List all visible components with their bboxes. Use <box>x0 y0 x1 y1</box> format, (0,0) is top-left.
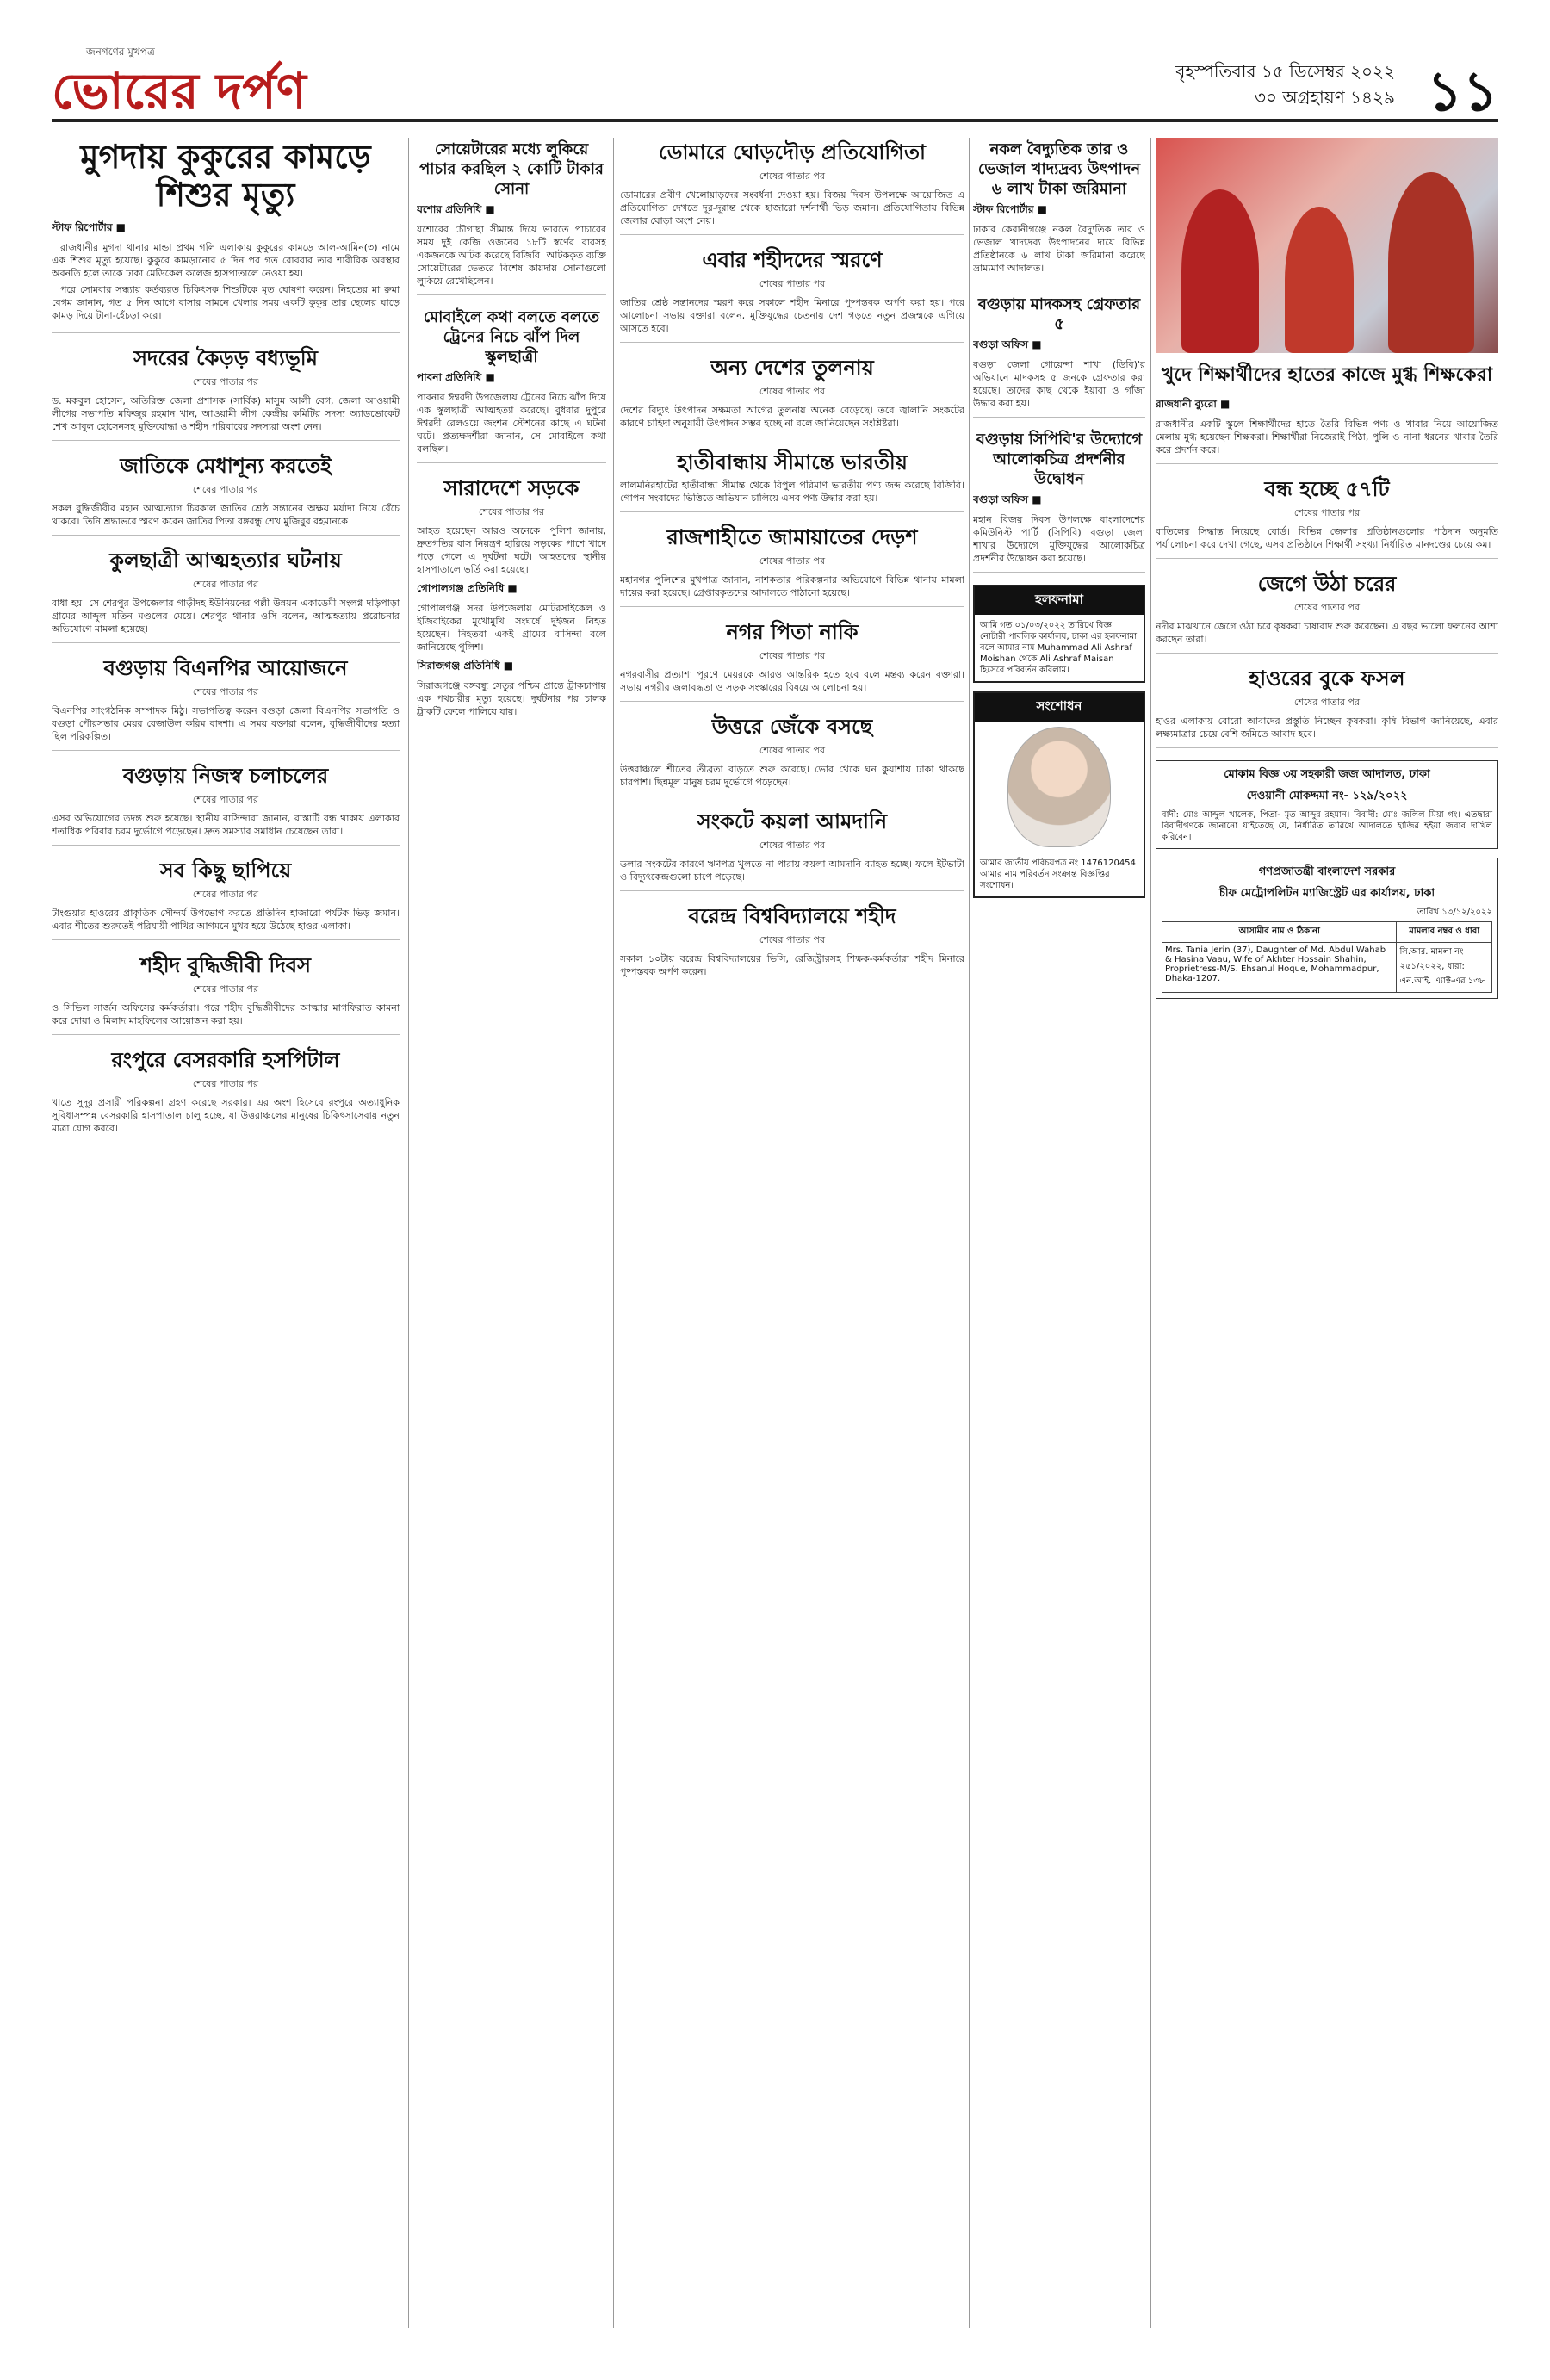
story <box>52 345 400 441</box>
story <box>973 139 1145 282</box>
story-headline: জাতিকে মেধাশূন্য করতেই <box>120 453 332 478</box>
story-body: ঢাকার কেরানীগঞ্জে নকল বৈদ্যুতিক তার ও ভেজাল খাদ্যদ্রব্য উৎপাদনের দায়ে বিভিন্ন প্রতিষ্ঠানকে ৬ লাখ টাকা জরিমানা করেছে ভ্রাম্যমাণ আদালত। <box>973 224 1145 274</box>
notice-title: মোকাম বিজ্ঞ ৩য় সহকারী জজ আদালত, ঢাকা <box>1224 768 1430 781</box>
date-en: বৃহস্পতিবার ১৫ ডিসেম্বর ২০২২ <box>1175 61 1395 82</box>
story-body: ড. মকবুল হোসেন, অতিরিক্ত জেলা প্রশাসক (সার্বিক) মাসুম আলী বেগ, জেলা আওয়ামী লীগের সভাপতি মফিজুর রহমান খান, আওয়ামী লীগ কেন্দ্রীয় কমিটির সদস্য অ্যাডভোকেট শেখ আবুল হোসেনসহ মুক্তিযোদ্ধা ও শহীদ পরিবারের সদস্যরা অংশ নেন। <box>52 395 400 432</box>
story <box>1156 476 1498 559</box>
correction-title: সংশোধন <box>975 693 1144 722</box>
masthead <box>52 46 1498 124</box>
table-header: আসামীর নাম ও ঠিকানা <box>1162 922 1397 943</box>
notice-table <box>1162 921 1492 993</box>
column-rule <box>969 138 970 2328</box>
story-headline: বগুড়ায় মাদকসহ গ্রেফতার ৫ <box>977 295 1141 333</box>
story <box>52 952 400 1035</box>
continued-label: শেষের পাতার পর <box>759 745 826 756</box>
story-body: ডলার সংকটের কারণে ঋণপত্র খুলতে না পারায় কয়লা আমদানি ব্যাহত হচ্ছে। ফলে ইটভাটা ও বিদ্যুৎকেন্দ্রগুলো চাপে পড়েছে। <box>620 858 964 883</box>
table-header: মামলার নম্বর ও ধারা <box>1397 922 1492 943</box>
story-headline: সংকটে কয়লা আমদানি <box>697 809 888 834</box>
continued-label: শেষের পাতার পর <box>1293 602 1361 613</box>
story-body: নদীর মাঝখানে জেগে ওঠা চরে কৃষকরা চাষাবাদ শুরু করেছেন। এ বছর ভালো ফলনের আশা করছেন তারা। <box>1156 621 1498 645</box>
story <box>52 763 400 846</box>
story-body: পাবনার ঈশ্বরদী উপজেলায় ট্রেনের নিচে ঝাঁপ দিয়ে এক স্কুলছাত্রী আত্মহত্যা করেছে। বুধবার দুপুরে ঈশ্বরদী রেলওয়ে জংশন স্টেশনের কাছে এ ঘটনা ঘটে। প্রত্যক্ষদর্শীরা জানান, সে মোবাইলে কথা বলছিল। <box>417 392 606 455</box>
photo-figure <box>1285 207 1354 353</box>
story-body: সকল বুদ্ধিজীবীর মহান আত্মত্যাগ চিরকাল জাতির শ্রেষ্ঠ সন্তানের অক্ষয় মর্যাদা নিয়ে বেঁচে থাকবে। তিনি শ্রদ্ধাভরে স্মরণ করেন জাতির পিতা বঙ্গবন্ধু শেখ মুজিবুর রহমানকে। <box>52 503 400 527</box>
affidavit-title: হলফনামা <box>975 586 1144 615</box>
column-rule <box>613 138 614 2328</box>
story-body: উত্তরাঞ্চলে শীতের তীব্রতা বাড়তে শুরু করেছে। ভোর থেকে ঘন কুয়াশায় ঢাকা থাকছে চারপাশ। ছিন্নমূল মানুষ চরম দুর্ভোগে পড়েছেন। <box>620 764 964 788</box>
continued-label: শেষের পাতার পর <box>192 579 259 590</box>
story-body: দেশের বিদ্যুৎ উৎপাদন সক্ষমতা আগের তুলনায় অনেক বেড়েছে। তবে জ্বালানি সংকটের কারণে চাহিদা অনুযায়ী উৎপাদন সম্ভব হচ্ছে না বলে জানিয়েছেন সংশ্লিষ্টরা। <box>620 405 964 429</box>
story <box>417 475 606 725</box>
story-byline: বগুড়া অফিস ■ <box>973 338 1042 350</box>
continued-label: শেষের পাতার পর <box>192 484 259 495</box>
lead-headline: মুগদায় কুকুরের কামড়ে শিশুর মৃত্যু <box>80 138 371 214</box>
date-bn: ৩০ অগ্রহায়ণ ১৪২৯ <box>1254 87 1395 108</box>
story <box>620 355 964 437</box>
story <box>1156 666 1498 748</box>
story-body: ও সিভিল সার্জন অফিসের কর্মকর্তারা। পরে শহীদ বুদ্ধিজীবীদের আত্মার মাগফিরাত কামনা করে দোয়া ও মিলাদ মাহফিলের আয়োজন করা হয়। <box>52 1002 400 1026</box>
continued-label: শেষের পাতার পর <box>1293 697 1361 708</box>
table-row <box>1162 943 1492 993</box>
story-headline: কুলছাত্রী আত্মহত্যার ঘটনায় <box>109 548 342 573</box>
story <box>417 139 606 295</box>
story-headline: হাতীবান্ধায় সীমান্তে ভারতীয় <box>677 449 908 474</box>
story-headline: রংপুরে বেসরকারি হসপিটাল <box>111 1047 340 1072</box>
story <box>973 294 1145 418</box>
column-3 <box>620 138 964 2328</box>
notice-date: তারিখ ১৩/১২/২০২২ <box>1417 908 1492 917</box>
story-body: মহানগর পুলিশের মুখপাত্র জানান, নাশকতার পরিকল্পনার অভিযোগে বিভিন্ন থানায় মামলা দায়ের করা হয়েছে। গ্রেপ্তারকৃতদের আদালতে পাঠানো হয়েছে। <box>620 574 964 598</box>
news-photo <box>1156 138 1498 353</box>
story-body: জাতির শ্রেষ্ঠ সন্তানদের স্মরণ করে সকালে শহীদ মিনারে পুষ্পস্তবক অর্পণ করা হয়। পরে আলোচনা সভায় বক্তারা বলেন, মুক্তিযুদ্ধের চেতনায় দেশ গড়তে নতুন প্রজন্মকে এগিয়ে আসতে হবে। <box>620 297 964 334</box>
lead-byline: স্টাফ রিপোর্টার ■ <box>52 221 126 233</box>
affidavit-body: আমি গত ০১/০৩/২০২২ তারিখে বিজ্ঞ নোটারী পাবলিক কার্যালয়, ঢাকা এর হলফনামা বলে আমার নাম Muhammad Ali Ashraf Moishan থেকে Ali Ashraf Maisan হিসেবে পরিবর্তন করিলাম। <box>980 621 1138 675</box>
story-headline: সব কিছু ছাপিয়ে <box>159 858 292 883</box>
story-headline: নকল বৈদ্যুতিক তার ও ভেজাল খাদ্যদ্রব্য উৎপাদন ৬ লাখ টাকা জরিমানা <box>977 140 1141 198</box>
column-4 <box>973 138 1145 2328</box>
lead-paragraph: রাজধানীর মুগদা থানার মান্ডা প্রথম গলি এলাকায় কুকুরের কামড়ে আল-আমিন(৩) নামে এক শিশুর মৃত্যু হয়েছে। কুকুরে কামড়ানোর ৫ দিন পর গত রোববার তার শারীরিক অবস্থার অবনতি হলে তাকে ঢাকা মেডিকেল কলেজ হাসপাতালে নেওয়া হয়। <box>52 242 400 279</box>
lead-body <box>52 241 400 322</box>
court-notice <box>1156 760 1498 849</box>
continued-label: শেষের পাতার পর <box>192 376 259 387</box>
continued-label: শেষের পাতার পর <box>759 650 826 661</box>
story-headline: হাওরের বুকে ফসল <box>1249 666 1405 691</box>
column-rule <box>1150 138 1151 2328</box>
correction-body: আমার জাতীয় পরিচয়পত্র নং 1476120454 আমার নাম পরিবর্তন সংক্রান্ত বিজ্ঞপ্তির সংশোধন। <box>980 858 1136 890</box>
story <box>620 903 964 985</box>
column-1 <box>52 138 400 2328</box>
story-body: যশোরের চৌগাছা সীমান্ত দিয়ে ভারতে পাচারের সময় দুই কেজি ওজনের ১৮টি স্বর্ণের বারসহ একজনকে আটক করেছে বিজিবি। আটককৃত ব্যক্তি সোয়েটারের ভেতরে বিশেষ কায়দায় সোনাগুলো লুকিয়ে রেখেছিলেন। <box>417 224 606 287</box>
continued-label: শেষের পাতার পর <box>759 278 826 289</box>
story <box>52 1047 400 1142</box>
table-cell: সি.আর. মামলা নং ২৫১/২০২২, ধারা: এন.আই. এ্যাক্ট-এর ১৩৮ <box>1397 943 1492 993</box>
notice-subtitle: চীফ মেট্রোপলিটন ম্যাজিস্ট্রেট এর কার্যালয়, ঢাকা <box>1218 887 1435 900</box>
lead-story <box>52 138 400 333</box>
story-body: নগরবাসীর প্রত্যাশা পূরণে মেয়রকে আরও আন্তরিক হতে হবে বলে মন্তব্য করেন বক্তারা। সভায় নগরীর জলাবদ্ধতা ও সড়ক সংস্কারের বিষয়ে আলোচনা হয়। <box>620 669 964 693</box>
table-header-row <box>1162 922 1492 943</box>
story-headline: ডোমারে ঘোড়দৌড় প্রতিযোগিতা <box>659 139 926 164</box>
page-number: ১১ <box>1426 59 1498 124</box>
story-body: সিরাজগঞ্জে বঙ্গবন্ধু সেতুর পশ্চিম প্রান্তে ট্রাকচাপায় এক পথচারীর মৃত্যু হয়েছে। দুর্ঘটনার পর চালক ট্রাকটি ফেলে পালিয়ে যায়। <box>417 680 606 717</box>
story <box>620 714 964 796</box>
date-box <box>1175 59 1395 110</box>
story-body: টাংগুয়ার হাওরের প্রাকৃতিক সৌন্দর্য উপভোগ করতে প্রতিদিন হাজারো পর্যটক ভিড় জমান। এবার শীতের শুরুতেই পরিযায়ী পাখির আগমনে মুখর হয়ে উঠেছে হাওর এলাকা। <box>52 908 400 932</box>
column-5 <box>1156 138 1498 2328</box>
continued-label: শেষের পাতার পর <box>759 934 826 945</box>
brand-tagline: জনগণের মুখপত্র <box>86 46 155 58</box>
story-headline: মোবাইলে কথা বলতে বলতে ট্রেনের নিচে ঝাঁপ দিল স্কুলছাত্রী <box>423 308 600 366</box>
story-byline: গোপালগঞ্জ প্রতিনিধি ■ <box>417 582 518 594</box>
story <box>52 453 400 536</box>
story-headline: সারাদেশে সড়কে <box>443 475 580 500</box>
government-notice <box>1156 858 1498 999</box>
story-byline: স্টাফ রিপোর্টার ■ <box>973 203 1047 215</box>
story <box>620 809 964 891</box>
affidavit-notice <box>973 585 1145 683</box>
photo-caption: খুদে শিক্ষার্থীদের হাতের কাজে মুগ্ধ শিক্ষকেরা <box>1161 363 1493 386</box>
story <box>973 430 1145 573</box>
photo-figure <box>1181 189 1259 353</box>
story-body: বিএনপির সাংগঠনিক সম্পাদক মিঠু। সভাপতিত্ব করেন বগুড়া জেলা বিএনপির সভাপতি ও বগুড়া পৌরসভার মেয়র রেজাউল করিম বাদশা। এ সময় বক্তারা বলেন, বুদ্ধিজীবীদের হত্যা ছিল পরিকল্পিত। <box>52 705 400 742</box>
lead-paragraph: পরে সোমবার সন্ধ্যায় কর্তব্যরত চিকিৎসক শিশুটিকে মৃত ঘোষণা করেন। নিহতের মা রুমা বেগম জানান, গত ৫ দিন আগে বাসার সামনে খেলার সময় একটি কুকুর তার ছেলের ঘাড়ে কামড় দিয়ে টানা-হেঁচড়া করে। <box>52 284 400 321</box>
story-body: বাতিলের সিদ্ধান্ত নিয়েছে বোর্ড। বিভিন্ন জেলার প্রতিষ্ঠানগুলোর পাঠদান অনুমতি পর্যালোচনা করে দেখা গেছে, এসব প্রতিষ্ঠানে শিক্ষার্থী সংখ্যা নির্ধারিত মানদণ্ডের চেয়ে কম। <box>1156 526 1498 550</box>
notice-subtitle: দেওয়ানী মোকদ্দমা নং- ১২৯/২০২২ <box>1246 790 1408 803</box>
newspaper-logo: ভোরের দর্পণ <box>52 62 307 121</box>
story-body: হাওর এলাকায় বোরো আবাদের প্রস্তুতি নিচ্ছেন কৃষকরা। কৃষি বিভাগ জানিয়েছে, এবার লক্ষ্যমাত্রার চেয়ে বেশি জমিতে আবাদ হবে। <box>1156 716 1498 740</box>
story-headline: উত্তরে জেঁকে বসছে <box>711 714 873 739</box>
story-headline: সদরের কৈড়ড় বধ্যভূমি <box>133 345 318 370</box>
story-body: রাজধানীর একটি স্কুলে শিক্ষার্থীদের হাতে তৈরি বিভিন্ন পণ্য ও খাবার নিয়ে আয়োজিত মেলায় মুগ্ধ হয়েছেন শিক্ষকরা। শিক্ষার্থীরা নিজেরাই পিঠা, পুলি ও নানা ধরনের খাবার তৈরি করে প্রদর্শন করে। <box>1156 418 1498 456</box>
story-headline: অন্য দেশের তুলনায় <box>710 355 874 380</box>
continued-label: শেষের পাতার পর <box>192 1078 259 1089</box>
story-headline: বরেন্দ্র বিশ্ববিদ্যালয়ে শহীদ <box>688 903 896 928</box>
story-headline: শহীদ বুদ্ধিজীবী দিবস <box>140 952 312 977</box>
story-body: সকাল ১০টায় বরেন্দ্র বিশ্ববিদ্যালয়ের ভিসি, রেজিস্ট্রারসহ শিক্ষক-কর্মকর্তারা শহীদ মিনারে পুষ্পস্তবক অর্পণ করেন। <box>620 953 964 977</box>
story-byline: যশোর প্রতিনিধি ■ <box>417 203 495 215</box>
continued-label: শেষের পাতার পর <box>192 794 259 805</box>
story-body: বগুড়া জেলা গোয়েন্দা শাখা (ডিবি)'র অভিযানে মাদকসহ ৫ জনকে গ্রেফতার করা হয়েছে। তাদের কাছ থেকে ইয়াবা ও গাঁজা উদ্ধার করা হয়। <box>973 359 1145 409</box>
continued-label: শেষের পাতার পর <box>1293 507 1361 518</box>
story-headline: নগর পিতা নাকি <box>726 619 859 644</box>
story-byline: রাজধানী ব্যুরো ■ <box>1156 398 1231 410</box>
story-body: আহত হয়েছেন আরও অনেকে। পুলিশ জানায়, দ্রুতগতির বাস নিয়ন্ত্রণ হারিয়ে সড়কের পাশে খাদে পড়ে গেলে এ দুর্ঘটনা ঘটে। আহতদের স্থানীয় হাসপাতালে ভর্তি করা হয়েছে। <box>417 525 606 575</box>
story <box>620 139 964 235</box>
continued-label: শেষের পাতার পর <box>759 840 826 851</box>
story-byline: সিরাজগঞ্জ প্রতিনিধি ■ <box>417 660 514 672</box>
continued-label: শেষের পাতার পর <box>759 170 826 182</box>
story <box>620 524 964 607</box>
notice-title: গণপ্রজাতন্ত্রী বাংলাদেশ সরকার <box>1258 865 1396 878</box>
story <box>52 858 400 940</box>
portrait-photo <box>1008 727 1111 847</box>
continued-label: শেষের পাতার পর <box>192 889 259 900</box>
story-body: খাতে সুদূর প্রসারী পরিকল্পনা গ্রহণ করেছে সরকার। এর অংশ হিসেবে রংপুরে অত্যাধুনিক সুবিধাসম্পন্ন বেসরকারি হাসপাতাল চালু হচ্ছে, যা উত্তরাঞ্চলের মানুষের চিকিৎসাসেবায় নতুন মাত্রা যোগ করবে। <box>52 1097 400 1134</box>
story-headline: বগুড়ায় বিএনপির আয়োজনে <box>103 655 348 680</box>
story-body: লালমনিরহাটের হাতীবান্ধা সীমান্ত থেকে বিপুল পরিমাণ ভারতীয় পণ্য জব্দ করেছে বিজিবি। গোপন সংবাদের ভিত্তিতে অভিযান চালিয়ে এসব পণ্য উদ্ধার করা হয়। <box>620 480 964 504</box>
story-headline: জেগে উঠা চরের <box>1257 571 1397 596</box>
correction-notice <box>973 691 1145 898</box>
story-byline: বগুড়া অফিস ■ <box>973 493 1042 505</box>
story-headline: বগুড়ায় নিজস্ব চলাচলের <box>122 763 329 788</box>
table-cell: Mrs. Tania Jerin (37), Daughter of Md. Abdul Wahab & Hasina Vaau, Wife of Akhter Hossain Shahin, Proprietress-M/S. Ehsanul Hoque, Mohammadpur, Dhaka-1207. <box>1162 943 1397 993</box>
story-headline: রাজশাহীতে জামায়াতের দেড়শ <box>666 524 918 549</box>
story <box>620 619 964 702</box>
continued-label: শেষের পাতার পর <box>759 386 826 397</box>
column-rule <box>408 138 409 2328</box>
story-headline: সোয়েটারের মধ্যে লুকিয়ে পাচার করছিল ২ কোটি টাকার সোনা <box>419 140 604 198</box>
story-headline: এবার শহীদদের স্মরণে <box>702 247 883 272</box>
story-body: এসব অভিযোগের তদন্ত শুরু হয়েছে। স্থানীয় বাসিন্দারা জানান, রাস্তাটি বন্ধ থাকায় এলাকার শতাধিক পরিবার চরম দুর্ভোগে পড়েছেন। দ্রুত সমস্যার সমাধান চেয়েছেন তারা। <box>52 813 400 837</box>
photo-figure <box>1388 172 1474 353</box>
story <box>620 247 964 343</box>
story <box>1156 571 1498 654</box>
story <box>620 449 964 512</box>
continued-label: শেষের পাতার পর <box>192 686 259 697</box>
continued-label: শেষের পাতার পর <box>192 983 259 995</box>
story-body: বাধা হয়। সে শেরপুর উপজেলার গাড়ীদহ ইউনিয়নের পল্লী উন্নয়ন একাডেমী সংলগ্ন দড়িপাড়া গ্রামের আব্দুল মতিন মণ্ডলের মেয়ে। শেরপুর থানার ওসি বলেন, আত্মহত্যায় প্ররোচনার অভিযোগে মামলা হয়েছে। <box>52 598 400 635</box>
story-byline: পাবনা প্রতিনিধি ■ <box>417 371 495 383</box>
story <box>52 548 400 643</box>
story <box>1156 397 1498 464</box>
story-headline: বন্ধ হচ্ছে ৫৭টি <box>1264 476 1390 501</box>
story <box>52 655 400 751</box>
notice-body: বাদী: মোঃ আব্দুল খালেক, পিতা- মৃত আব্দুর রহমান। বিবাদী: মোঃ জলিল মিয়া গং। এতদ্বারা বিবাদীগণকে জানানো যাইতেছে যে, নির্ধারিত তারিখে আদালতে হাজির হইয়া জবাব দাখিল করিবেন। <box>1162 810 1492 842</box>
continued-label: শেষের পাতার পর <box>478 506 545 518</box>
story-body: মহান বিজয় দিবস উপলক্ষে বাংলাদেশের কমিউনিস্ট পার্টি (সিপিবি) বগুড়া জেলা শাখার উদ্যোগে মুক্তিযুদ্ধের আলোকচিত্র প্রদর্শনীর উদ্বোধন করা হয়েছে। <box>973 514 1145 564</box>
story-body: ডোমারের প্রবীণ খেলোয়াড়দের সংবর্ধনা দেওয়া হয়। বিজয় দিবস উপলক্ষে আয়োজিত এ প্রতিযোগিতা দেখতে দূর-দূরান্ত থেকে হাজারো দর্শনার্থী ভিড় জমান। প্রতিযোগিতায় বিভিন্ন জেলার ঘোড়া অংশ নেয়। <box>620 189 964 226</box>
column-2 <box>417 138 606 2328</box>
story-headline: বগুড়ায় সিপিবি'র উদ্যোগে আলোকচিত্র প্রদর্শনীর উদ্বোধন <box>976 431 1143 488</box>
continued-label: শেষের পাতার পর <box>759 555 826 567</box>
story-body: গোপালগঞ্জ সদর উপজেলায় মোটরসাইকেল ও ইজিবাইকের মুখোমুখি সংঘর্ষে দুইজন নিহত হয়েছেন। নিহতরা একই গ্রামের বাসিন্দা বলে জানিয়েছে পুলিশ। <box>417 603 606 653</box>
story <box>417 307 606 463</box>
